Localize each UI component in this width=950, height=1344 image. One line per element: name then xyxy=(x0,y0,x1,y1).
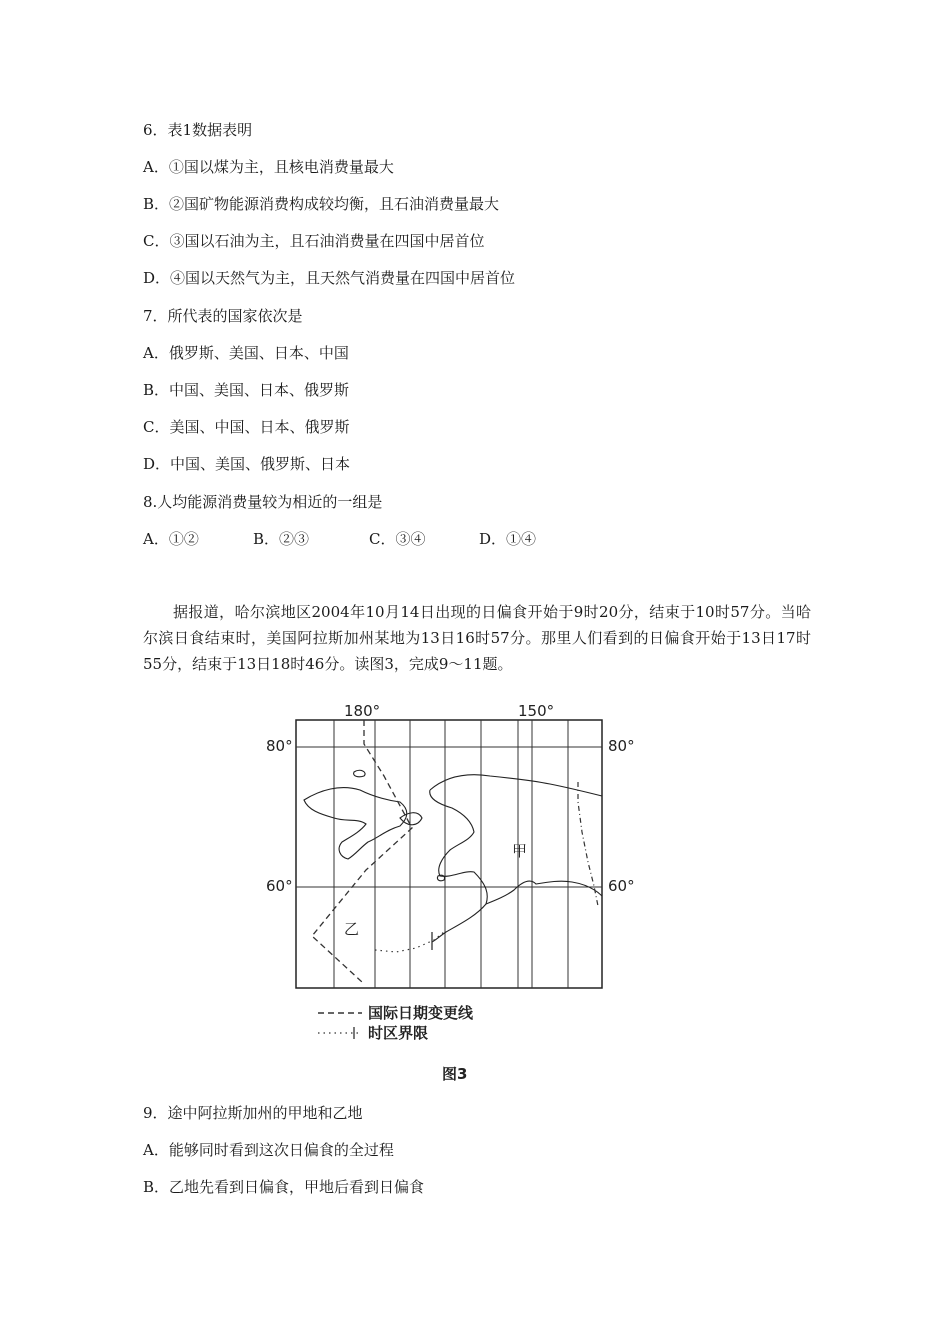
lon-label-180: 180° xyxy=(344,702,381,720)
q6-option-b: B．②国矿物能源消费构成较均衡，且石油消费量最大 xyxy=(143,195,500,213)
date-line xyxy=(312,720,412,982)
place-label-yi: 乙 xyxy=(344,920,360,938)
passage: 据报道，哈尔滨地区2004年10月14日出现的日偏食开始于9时20分，结束于10时57分。当哈尔滨日食结束时，美国阿拉斯加州某地为13日16时57分。那里人们看到的日偏食开始于13日17时55分，结束于13日18时46分。读图3，完成9～11题。 xyxy=(143,603,811,673)
alaska-time-zone-map xyxy=(260,692,660,1092)
figure-caption: 图3 xyxy=(442,1065,468,1083)
q7-option-a: A．俄罗斯、美国、日本、中国 xyxy=(143,344,349,362)
q6-option-d: D．④国以天然气为主，且天然气消费量在四国中居首位 xyxy=(143,269,516,287)
legend-time-zone-label: 时区界限 xyxy=(368,1024,429,1042)
q7-option-b: B．中国、美国、日本、俄罗斯 xyxy=(143,381,350,399)
parallel-lines xyxy=(296,747,602,887)
lon-label-150: 150° xyxy=(518,702,555,720)
q6-stem: 6．表1数据表明 xyxy=(143,121,253,139)
lat-label-60-right: 60° xyxy=(608,877,635,895)
coastlines xyxy=(304,770,602,942)
q9-option-a: A．能够同时看到这次日偏食的全过程 xyxy=(143,1141,394,1159)
q9-stem: 9．途中阿拉斯加州的甲地和乙地 xyxy=(143,1104,363,1122)
q8-option-b: B．②③ xyxy=(253,530,310,548)
map-frame xyxy=(296,720,602,988)
q7-stem: 7．所代表的国家依次是 xyxy=(143,307,303,325)
meridian-lines xyxy=(334,720,568,988)
q7-option-d: D．中国、美国、俄罗斯、日本 xyxy=(143,455,351,473)
q7-option-c: C．美国、中国、日本、俄罗斯 xyxy=(143,418,350,436)
q6-option-a: A．①国以煤为主，且核电消费量最大 xyxy=(143,158,394,176)
q8-option-d: D．①④ xyxy=(479,530,537,548)
q8-option-a: A．①② xyxy=(143,530,199,548)
legend-date-line-label: 国际日期变更线 xyxy=(368,1004,474,1022)
q8-stem: 8.人均能源消费量较为相近的一组是 xyxy=(143,493,383,511)
lat-label-80-left: 80° xyxy=(266,737,293,755)
place-label-jia: 甲 xyxy=(512,842,528,860)
q9-option-b: B．乙地先看到日偏食，甲地后看到日偏食 xyxy=(143,1178,425,1196)
q8-option-c: C．③④ xyxy=(369,530,426,548)
lat-label-60-left: 60° xyxy=(266,877,293,895)
q6-option-c: C．③国以石油为主，且石油消费量在四国中居首位 xyxy=(143,232,485,250)
lat-label-80-right: 80° xyxy=(608,737,635,755)
q8-options xyxy=(143,529,536,549)
